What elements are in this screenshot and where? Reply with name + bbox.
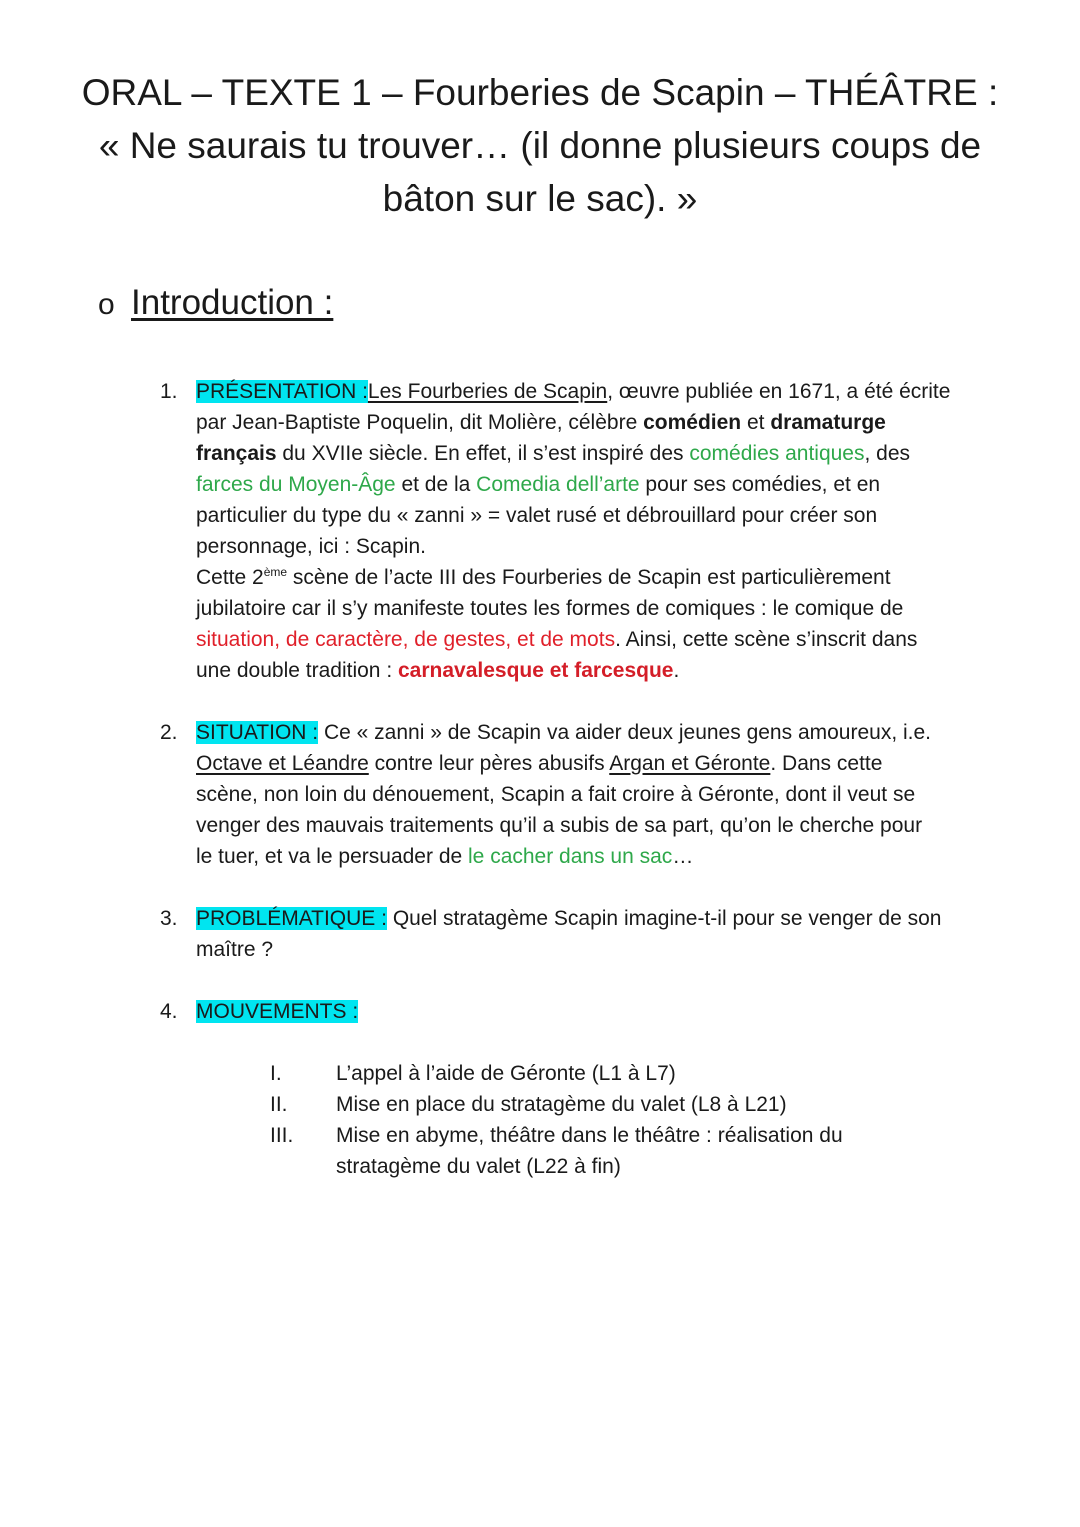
title-line-1: ORAL – TEXTE 1 – Fourberies de Scapin – THÉÂTRE : <box>81 72 999 113</box>
red-bold-text: carnavalesque et farcesque <box>397 659 674 682</box>
roman-numeral: I. <box>270 1062 282 1085</box>
item-number: 1. <box>160 380 178 403</box>
roman-numeral: II. <box>270 1093 288 1116</box>
red-text: situation, de caractère, de gestes, et de mots <box>196 628 616 651</box>
movement-text: stratagème du valet (L22 à fin) <box>336 1155 621 1178</box>
movement-item <box>270 1058 990 1089</box>
text-span: , œuvre publiée en 1671, a été écrite <box>607 380 951 403</box>
situation-label: SITUATION : <box>196 721 319 744</box>
text-span: contre leur pères abusifs <box>368 752 610 775</box>
list-item-problematique <box>160 903 1040 965</box>
list-item-situation <box>160 717 1040 872</box>
item-number: 2. <box>160 721 178 744</box>
problematique-label: PROBLÉMATIQUE : <box>196 907 387 930</box>
text-line: maître ? <box>196 938 274 961</box>
list-item-mouvements <box>160 996 1040 1027</box>
underlined-text: Octave et Léandre <box>196 752 369 775</box>
text-span: Quel stratagème Scapin imagine-t-il pour se venger de son <box>386 907 942 930</box>
text-line: jubilatoire car il s’y manifeste toutes les formes de comiques : le comique de <box>196 597 904 620</box>
text-span: et <box>741 411 771 434</box>
item-number: 4. <box>160 1000 178 1023</box>
text-span: , des <box>864 442 911 465</box>
text-span: pour ses comédies, et en <box>639 473 881 496</box>
green-text: le cacher dans un sac <box>468 845 673 868</box>
bold-text: dramaturge <box>770 411 886 434</box>
text-line: scène, non loin du dénouement, Scapin a fait croire à Géronte, dont il veut se <box>196 783 916 806</box>
introduction-label: Introduction : <box>131 283 334 322</box>
text-span: … <box>672 845 694 868</box>
bold-text: français <box>196 442 277 465</box>
text-span: . Dans cette <box>770 752 883 775</box>
text-line: personnage, ici : Scapin. <box>196 535 426 558</box>
document-title <box>40 66 1040 225</box>
text-span: Cette 2 <box>196 566 264 589</box>
title-line-3: bâton sur le sac). » <box>382 178 698 219</box>
roman-numeral: III. <box>270 1124 294 1147</box>
item-number: 3. <box>160 907 178 930</box>
movement-text: Mise en place du stratagème du valet (L8 à L21) <box>336 1093 787 1116</box>
circle-bullet-icon: o <box>98 288 115 321</box>
mouvements-label: MOUVEMENTS : <box>196 1000 359 1023</box>
text-span: du XVIIe siècle. En effet, il s’est inspiré des <box>276 442 690 465</box>
superscript: ème <box>263 565 288 579</box>
green-text: comédies antiques <box>689 442 865 465</box>
bold-text: comédien <box>643 411 742 434</box>
underlined-text: Argan et Géronte <box>609 752 771 775</box>
text-span: par Jean-Baptiste Poquelin, dit Molière, célèbre <box>196 411 644 434</box>
green-text: Comedia dell’arte <box>476 473 640 496</box>
movement-item <box>270 1120 990 1182</box>
text-line: venger des mauvais traitements qu’il a subis de sa part, qu’on le cherche pour <box>196 814 923 837</box>
text-span: le tuer, et va le persuader de <box>196 845 469 868</box>
text-span: . Ainsi, cette scène s’inscrit dans <box>615 628 918 651</box>
text-span: Ce « zanni » de Scapin va aider deux jeunes gens amoureux, i.e. <box>318 721 932 744</box>
movement-text: Mise en abyme, théâtre dans le théâtre : réalisation du <box>336 1124 843 1147</box>
work-title: Les Fourberies de Scapin <box>367 380 608 403</box>
text-span: . <box>673 659 680 682</box>
green-text: farces du Moyen-Âge <box>196 473 396 496</box>
section-heading-introduction <box>98 282 333 326</box>
movement-text: L’appel à l’aide de Géronte (L1 à L7) <box>336 1062 676 1085</box>
list-item-presentation <box>160 376 1040 686</box>
title-line-2: « Ne saurais tu trouver… (il donne plusieurs coups de <box>98 125 982 166</box>
movement-item <box>270 1089 990 1120</box>
text-span: scène de l’acte III des Fourberies de Scapin est particulièrement <box>287 566 891 589</box>
text-span: une double tradition : <box>196 659 398 682</box>
text-span: et de la <box>395 473 477 496</box>
presentation-label: PRÉSENTATION : <box>196 380 368 403</box>
text-line: particulier du type du « zanni » = valet rusé et débrouillard pour créer son <box>196 504 878 527</box>
